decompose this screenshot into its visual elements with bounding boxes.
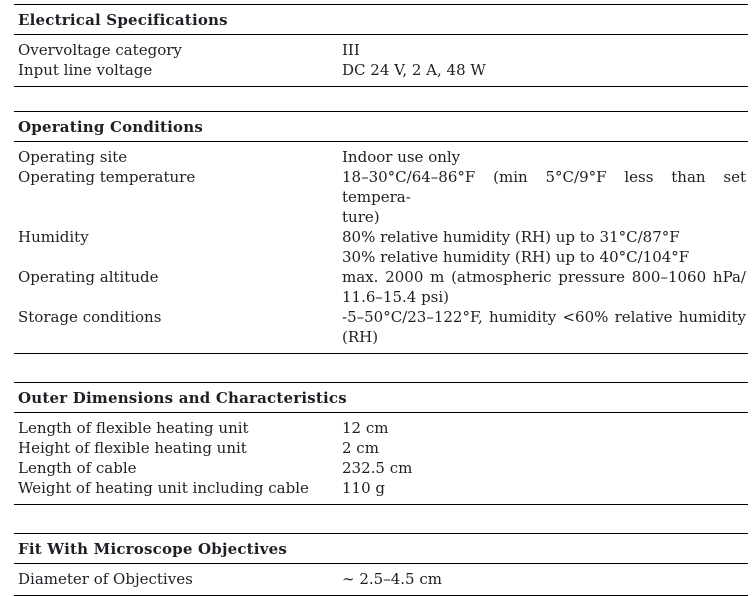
table-row (14, 307, 748, 347)
spec-table-operating-conditions (14, 111, 748, 354)
row-label: Weight of heating unit including cable (18, 479, 309, 497)
value-line: III (342, 41, 360, 59)
value-line: 232.5 cm (342, 459, 413, 477)
row-value (342, 307, 748, 347)
value-line: 12 cm (342, 419, 389, 437)
row-value (342, 458, 748, 478)
row-label: Humidity (18, 228, 89, 246)
row-label: Storage conditions (18, 308, 162, 326)
value-line: (RH) (342, 328, 379, 346)
table-row (14, 147, 748, 167)
value-line: 2 cm (342, 439, 379, 457)
row-label: Operating altitude (18, 268, 159, 286)
row-value (342, 418, 748, 438)
section-title: Outer Dimensions and Characteristics (14, 383, 748, 413)
row-label: Diameter of Objectives (18, 570, 193, 588)
table-row (14, 267, 748, 307)
row-value (342, 478, 748, 498)
spec-table-microscope-fit (14, 533, 748, 596)
table-row (14, 227, 748, 267)
table-row (14, 569, 748, 589)
table-row (14, 478, 748, 498)
table-body (14, 413, 748, 504)
row-label: Length of flexible heating unit (18, 419, 249, 437)
table-row (14, 60, 748, 80)
row-value (342, 569, 748, 589)
value-line: 30% relative humidity (RH) up to 40°C/104°F (342, 248, 690, 266)
row-value (342, 227, 748, 267)
value-line: 110 g (342, 479, 386, 497)
row-value (342, 147, 748, 167)
row-value (342, 267, 748, 307)
row-label: Input line voltage (18, 61, 153, 79)
spec-table-electrical (14, 4, 748, 87)
row-value (342, 60, 748, 80)
value-line: 18–30°C/64–86°F (min 5°C/9°F less than set tempera- (342, 168, 746, 206)
value-line: max. 2000 m (atmospheric pressure 800–1060 hPa/ (342, 268, 746, 286)
value-line: Indoor use only (342, 148, 461, 166)
table-body (14, 564, 748, 595)
table-row (14, 438, 748, 458)
section-title: Electrical Specifications (14, 5, 748, 35)
row-value (342, 438, 748, 458)
value-line: DC 24 V, 2 A, 48 W (342, 61, 486, 79)
section-title: Operating Conditions (14, 112, 748, 142)
row-label: Overvoltage category (18, 41, 182, 59)
row-label: Operating site (18, 148, 128, 166)
row-label: Length of cable (18, 459, 137, 477)
row-label: Operating temperature (18, 168, 196, 186)
value-line: 80% relative humidity (RH) up to 31°C/87°F (342, 228, 680, 246)
section-title: Fit With Microscope Objectives (14, 534, 748, 564)
row-value (342, 167, 748, 227)
value-line: -5–50°C/23–122°F, humidity <60% relative humidity (342, 308, 746, 326)
value-line: ∼ 2.5–4.5 cm (342, 570, 442, 588)
table-row (14, 418, 748, 438)
row-label: Height of flexible heating unit (18, 439, 247, 457)
table-row (14, 40, 748, 60)
row-value (342, 40, 748, 60)
value-line: 11.6–15.4 psi) (342, 288, 450, 306)
table-body (14, 142, 748, 353)
table-body (14, 35, 748, 86)
table-row (14, 167, 748, 227)
table-row (14, 458, 748, 478)
value-line: ture) (342, 208, 380, 226)
spec-table-outer-dimensions (14, 382, 748, 505)
